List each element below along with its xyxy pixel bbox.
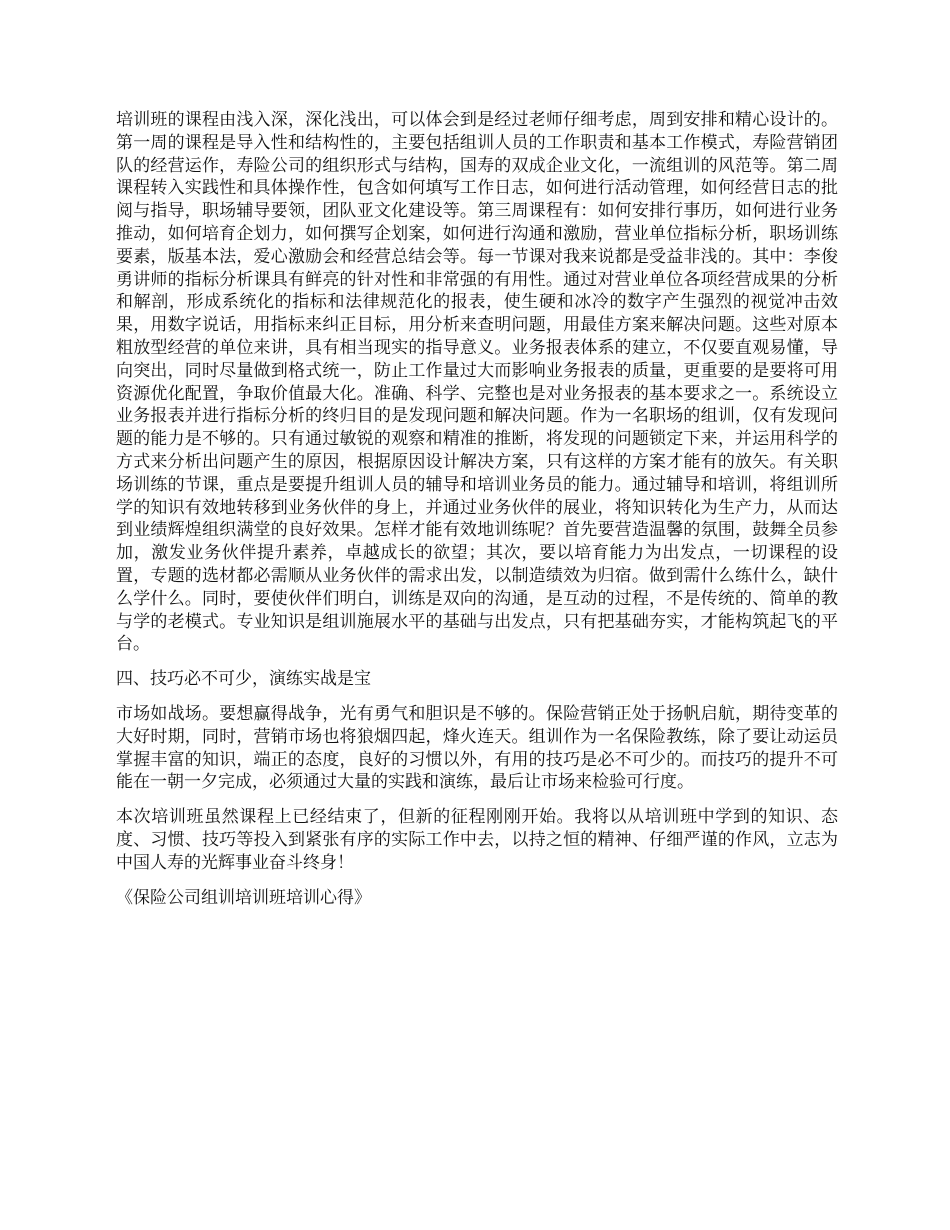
document-title-footer: 《保险公司组训培训班培训心得》 bbox=[116, 887, 371, 908]
paragraph-conclusion: 本次培训班虽然课程上已经结束了，但新的征程刚刚开始。我将以从培训班中学到的知识、态度、习惯、技巧等投入到紧张有序的实际工作中去，以持之恒的精神、仔细严谨的作风，立志为中国人寿的光辉事业奋斗终身！ bbox=[116, 807, 838, 873]
paragraph-course-overview: 培训班的课程由浅入深，深化浅出，可以体会到是经过老师仔细考虑，周到安排和精心设计的。第一周的课程是导入性和结构性的，主要包括组训人员的工作职责和基本工作模式，寿险营销团队的经营运作，寿险公司的组织形式与结构，国寿的双成企业文化，一流组训的风范等。第二周课程转入实践性和具体操作性，包含如何填写工作日志，如何进行活动管理，如何经营日志的批阅与指导，职场辅导要领，团队亚文化建设等。第三周课程有：如何安排行事历，如何进行业务推动，如何培育企划力，如何撰写企划案，如何进行沟通和激励，营业单位指标分析，职场训练要素，版基本法，爱心激励会和经营总结会等。每一节课对我来说都是受益非浅的。其中：李俊勇讲师的指标分析课具有鲜亮的针对性和非常强的有用性。通过对营业单位各项经营成果的分析和解剖，形成系统化的指标和法律规范化的报表，使生硬和冰冷的数字产生强烈的视觉冲击效果，用数字说话，用指标来纠正目标，用分析来查明问题，用最佳方案来解决问题。这些对原本粗放型经营的单位来讲，具有相当现实的指导意义。业务报表体系的建立，不仅要直观易懂，导向突出，同时尽量做到格式统一，防止工作量过大而影响业务报表的质量，更重要的是要将可用资源优化配置，争取价值最大化。准确、科学、完整也是对业务报表的基本要求之一。系统设立业务报表并进行指标分析的终归目的是发现问题和解决问题。作为一名职场的组训，仅有发现问题的能力是不够的。只有通过敏锐的观察和精准的推断，将发现的问题锁定下来，并运用科学的方式来分析出问题产生的原因，根据原因设计解决方案，只有这样的方案才能有的放矢。有关职场训练的节课，重点是要提升组训人员的辅导和培训业务员的能力。通过辅导和培训，将组训所学的知识有效地转移到业务伙伴的身上，并通过业务伙伴的展业，将知识转化为生产力，从而达到业绩辉煌组织满堂的良好效果。怎样才能有效地训练呢？首先要营造温馨的氛围，鼓舞全员参加，激发业务伙伴提升素养，卓越成长的欲望；其次，要以培育能力为出发点，一切课程的设置，专题的选材都必需顺从业务伙伴的需求出发，以制造绩效为归宿。做到需什么练什么，缺什么学什么。同时，要使伙伴们明白，训练是双向的沟通，是互动的过程，不是传统的、简单的教与学的老模式。专业知识是组训施展水平的基础与出发点，只有把基础夯实，才能构筑起飞的平台。 bbox=[116, 110, 838, 655]
section-heading: 四、技巧必不可少，演练实战是宝 bbox=[116, 669, 371, 690]
paragraph-market-battlefield: 市场如战场。要想赢得战争，光有勇气和胆识是不够的。保险营销正处于扬帆启航，期待变革的大好时期，同时，营销市场也将狼烟四起，烽火连天。组训作为一名保险教练，除了要让动运员掌握丰富的知识，端正的态度，良好的习惯以外，有用的技巧是必不可少的。而技巧的提升不可能在一朝一夕完成，必须通过大量的实践和演练，最后让市场来检验可行度。 bbox=[116, 703, 838, 793]
document-body bbox=[116, 109, 838, 909]
